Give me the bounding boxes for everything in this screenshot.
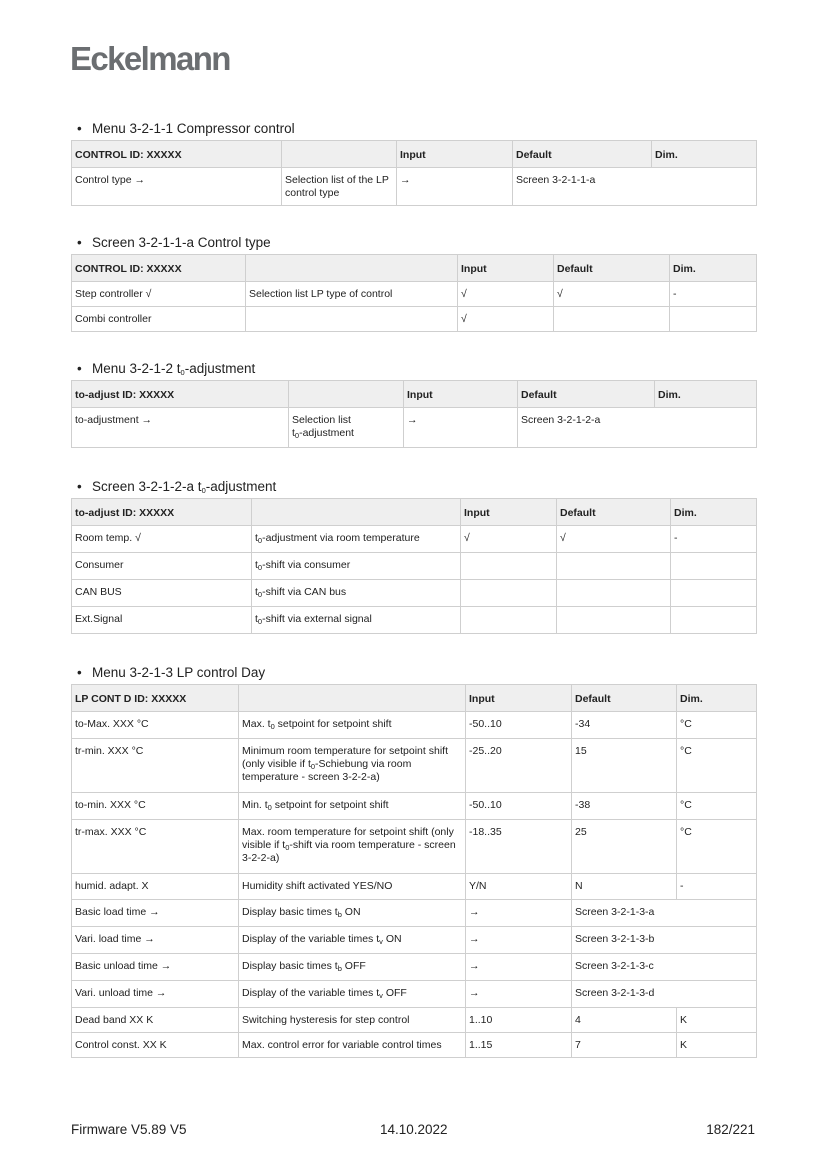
header-cell-description — [252, 499, 461, 526]
table-header-row — [72, 685, 757, 712]
header-cell-description — [239, 685, 466, 712]
header-cell-input: Input — [461, 499, 557, 526]
table-row — [72, 820, 757, 874]
cell-input: → — [397, 168, 513, 206]
cell-description: $t_0$-shift via external signal — [252, 607, 461, 634]
eckelmann-logo: Eckelmann — [70, 40, 230, 77]
cell-dim — [671, 607, 757, 634]
header-cell-parameter: to-adjust ID: XXXXX — [72, 499, 252, 526]
cell-input — [461, 580, 557, 607]
table-row — [72, 408, 757, 448]
cell-default: Screen 3-2-1-3-d — [572, 981, 757, 1008]
footer-date: 14.10.2022 — [380, 1122, 448, 1137]
cell-input: √ — [458, 307, 554, 332]
cell-description: Display basic times $t_b$ ON — [239, 900, 466, 927]
cell-input: → — [466, 954, 572, 981]
cell-dim — [670, 307, 757, 332]
cell-input: √ — [458, 282, 554, 307]
header-cell-input: Input — [397, 141, 513, 168]
cell-description: Selection list of the LP control type — [282, 168, 397, 206]
section-compressor-control — [71, 120, 756, 206]
cell-input: -18..35 — [466, 820, 572, 874]
cell-default: Screen 3-2-1-3-c — [572, 954, 757, 981]
cell-description: Display basic times $t_b$ OFF — [239, 954, 466, 981]
cell-description: Display of the variable times $t_v$ ON — [239, 927, 466, 954]
header-cell-parameter: to-adjust ID: XXXXX — [72, 381, 289, 408]
section-title: • Menu 3-2-1-2 $t_0$-adjustment — [77, 361, 256, 377]
cell-dim: K — [677, 1033, 757, 1058]
cell-parameter: Basic unload time → — [72, 954, 239, 981]
table-row — [72, 712, 757, 739]
cell-input: √ — [461, 526, 557, 553]
cell-parameter: Consumer — [72, 553, 252, 580]
cell-description: Max. control error for variable control times — [239, 1033, 466, 1058]
cell-input: → — [466, 900, 572, 927]
cell-default: √ — [554, 282, 670, 307]
cell-dim — [671, 580, 757, 607]
cell-parameter: Basic load time → — [72, 900, 239, 927]
cell-parameter: tr-max. XXX °C — [72, 820, 239, 874]
header-cell-parameter: CONTROL ID: XXXXX — [72, 141, 282, 168]
header-cell-dim: Dim. — [671, 499, 757, 526]
cell-default: -34 — [572, 712, 677, 739]
header-cell-dim: Dim. — [655, 381, 757, 408]
cell-default: 4 — [572, 1008, 677, 1033]
cell-description: Selection list $t_0$-adjustment — [289, 408, 404, 448]
table-header-row — [72, 141, 757, 168]
table-row — [72, 874, 757, 900]
table-row — [72, 981, 757, 1008]
cell-input: -50..10 — [466, 712, 572, 739]
cell-input — [461, 553, 557, 580]
table-row — [72, 282, 757, 307]
header-cell-dim: Dim. — [652, 141, 757, 168]
cell-dim: - — [670, 282, 757, 307]
table-row — [72, 553, 757, 580]
t0-adjustment-screen-table — [71, 498, 757, 634]
cell-parameter: Room temp. √ — [72, 526, 252, 553]
header-cell-default: Default — [572, 685, 677, 712]
cell-parameter: Control type → — [72, 168, 282, 206]
cell-dim: °C — [677, 793, 757, 820]
cell-description: Switching hysteresis for step control — [239, 1008, 466, 1033]
cell-input: Y/N — [466, 874, 572, 900]
table-row — [72, 793, 757, 820]
header-cell-input: Input — [458, 255, 554, 282]
table-header-row — [72, 381, 757, 408]
header-cell-input: Input — [404, 381, 518, 408]
cell-input: 1..15 — [466, 1033, 572, 1058]
cell-parameter: Combi controller — [72, 307, 246, 332]
cell-parameter: tr-min. XXX °C — [72, 739, 239, 793]
cell-default: 7 — [572, 1033, 677, 1058]
section-t0-adjustment-menu — [71, 360, 756, 448]
cell-default: N — [572, 874, 677, 900]
header-cell-parameter: CONTROL ID: XXXXX — [72, 255, 246, 282]
cell-description: $t_0$-shift via CAN bus — [252, 580, 461, 607]
cell-default: 25 — [572, 820, 677, 874]
cell-description: Humidity shift activated YES/NO — [239, 874, 466, 900]
cell-default: Screen 3-2-1-3-a — [572, 900, 757, 927]
header-cell-parameter: LP CONT D ID: XXXXX — [72, 685, 239, 712]
table-header-row — [72, 255, 757, 282]
cell-dim: °C — [677, 739, 757, 793]
table-header-row — [72, 499, 757, 526]
cell-dim: - — [677, 874, 757, 900]
table-row — [72, 954, 757, 981]
cell-description: Max. room temperature for setpoint shift (only visible if $t_0$-shift via room temperature - screen 3-2-2-a) — [239, 820, 466, 874]
cell-description: $t_0$-adjustment via room temperature — [252, 526, 461, 553]
cell-parameter: Vari. load time → — [72, 927, 239, 954]
cell-parameter: humid. adapt. X — [72, 874, 239, 900]
section-lp-control-day — [71, 664, 756, 1058]
table-row — [72, 526, 757, 553]
lp-control-day-table — [71, 684, 757, 1058]
table-row — [72, 739, 757, 793]
cell-dim — [671, 553, 757, 580]
cell-default — [557, 553, 671, 580]
cell-parameter: to-min. XXX °C — [72, 793, 239, 820]
table-row — [72, 1008, 757, 1033]
table-row — [72, 307, 757, 332]
cell-dim: - — [671, 526, 757, 553]
section-t0-adjustment-screen — [71, 478, 756, 634]
cell-parameter: Dead band XX K — [72, 1008, 239, 1033]
cell-default — [557, 580, 671, 607]
cell-description: Max. $t_0$ setpoint for setpoint shift — [239, 712, 466, 739]
table-row — [72, 168, 757, 206]
section-control-type — [71, 234, 756, 332]
header-cell-default: Default — [554, 255, 670, 282]
header-cell-default: Default — [513, 141, 652, 168]
table-row — [72, 607, 757, 634]
header-cell-dim: Dim. — [677, 685, 757, 712]
section-title: • Screen 3-2-1-2-a $t_0$-adjustment — [77, 479, 277, 495]
cell-input: -50..10 — [466, 793, 572, 820]
header-cell-input: Input — [466, 685, 572, 712]
section-title: • Menu 3-2-1-3 LP control Day — [77, 665, 266, 680]
cell-default — [554, 307, 670, 332]
cell-default: Screen 3-2-1-2-a — [518, 408, 757, 448]
cell-description: Minimum room temperature for setpoint shift (only visible if $t_0$-Schiebung via room temperature - screen 3-2-2-a) — [239, 739, 466, 793]
t0-adjustment-menu-table — [71, 380, 757, 448]
header-cell-description — [282, 141, 397, 168]
cell-parameter: Control const. XX K — [72, 1033, 239, 1058]
cell-parameter: Step controller √ — [72, 282, 246, 307]
footer-firmware: Firmware V5.89 V5 — [71, 1122, 187, 1137]
cell-dim: °C — [677, 820, 757, 874]
cell-default: Screen 3-2-1-3-b — [572, 927, 757, 954]
cell-parameter: Vari. unload time → — [72, 981, 239, 1008]
table-row — [72, 900, 757, 927]
cell-parameter: CAN BUS — [72, 580, 252, 607]
cell-default: 15 — [572, 739, 677, 793]
header-cell-description — [246, 255, 458, 282]
cell-dim: K — [677, 1008, 757, 1033]
cell-default: -38 — [572, 793, 677, 820]
cell-input: → — [466, 927, 572, 954]
cell-default: Screen 3-2-1-1-a — [513, 168, 757, 206]
cell-input: -25..20 — [466, 739, 572, 793]
control-type-table — [71, 254, 757, 332]
cell-dim: °C — [677, 712, 757, 739]
cell-parameter: to-Max. XXX °C — [72, 712, 239, 739]
cell-parameter: Ext.Signal — [72, 607, 252, 634]
cell-input: → — [466, 981, 572, 1008]
cell-default: √ — [557, 526, 671, 553]
cell-input: 1..10 — [466, 1008, 572, 1033]
cell-description — [246, 307, 458, 332]
cell-description: Selection list LP type of control — [246, 282, 458, 307]
cell-description: Display of the variable times $t_v$ OFF — [239, 981, 466, 1008]
cell-description: Min. $t_0$ setpoint for setpoint shift — [239, 793, 466, 820]
header-cell-dim: Dim. — [670, 255, 757, 282]
header-cell-description — [289, 381, 404, 408]
header-cell-default: Default — [518, 381, 655, 408]
cell-default — [557, 607, 671, 634]
cell-description: $t_0$-shift via consumer — [252, 553, 461, 580]
section-title: • Menu 3-2-1-1 Compressor control — [77, 121, 295, 136]
table-row — [72, 1033, 757, 1058]
cell-parameter: to-adjustment → — [72, 408, 289, 448]
table-row — [72, 927, 757, 954]
header-cell-default: Default — [557, 499, 671, 526]
compressor-control-table — [71, 140, 757, 206]
cell-input — [461, 607, 557, 634]
footer-page-number: 182/221 — [706, 1122, 755, 1137]
table-row — [72, 580, 757, 607]
section-title: • Screen 3-2-1-1-a Control type — [77, 235, 271, 250]
cell-input: → — [404, 408, 518, 448]
